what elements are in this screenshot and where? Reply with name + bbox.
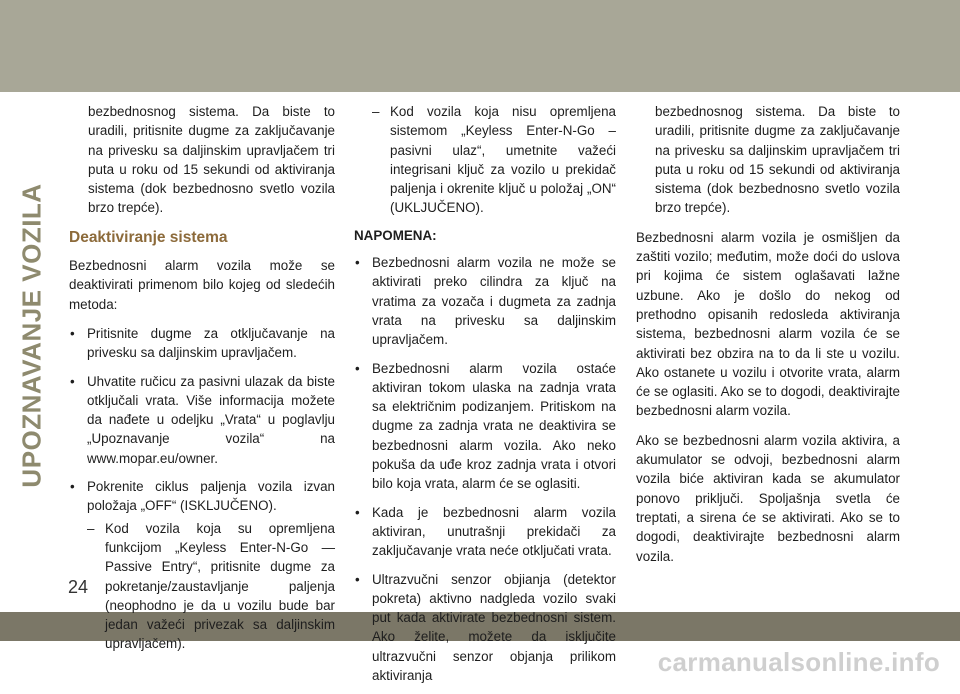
page-number: 24 [68,577,89,597]
bullet-item: • Pokrenite ciklus paljenja vozila izvan položaja „OFF“ (ISKLJUČENO). [69,477,335,516]
paragraph: Bezbednosni alarm vozila je osmišljen da zaštiti vozilo; međutim, može doći do uslova pri kojima će sistem oglašavati lažne uzbune. Ako je došlo do nekog od prethodno opisanih redosleda aktiviranja sistema, bezbednosni alarm vozila će se aktivirati bez obzira na to da li ste u vozilu. Ako ostanete u vozilu i otvorite vrata, alarm će se oglasiti. Ako se to dogodi, deaktivirajte bezbednosni alarm vozila. [636,229,900,419]
bullet-item: • Ultrazvučni senzor objianja (detektor pokreta) aktivno nadgleda vozilo svaki put kada aktivirate bezbednosni sistem. Ako želite, možete da isključite ultrazvučni senzor objanja prilikom aktiviranja [354,570,616,686]
dash-mark: – [87,520,95,536]
section-title-text: UPOZNAVANJE VOZILA [16,182,47,488]
bullet-text: Uhvatite ručicu za pasivni ulazak da biste otključali vrata. Više informacija možete da nađete u odeljku „Vrata“ u poglavlju „Upoznavanje vozila“ na www.mopar.eu/owner. [87,373,335,466]
dash-text: Kod vozila koja nisu opremljena sistemom „Keyless Enter-N-Go – pasivni ulaz“, umetnite važeći integrisani ključ za vozilo u prekidač paljenja i okrenite ključ u položaj „ON“ (UKLJUČENO). [390,104,616,216]
paragraph-continued: bezbednosnog sistema. Da biste to uradili, pritisnite dugme za zaključavanje na privesku sa daljinskim upravljačem tri puta u roku od 15 sekundi od aktiviranja sistema (dok bezbednosno svetlo vozila brzo trepće). [655,104,900,216]
bullet-item [69,372,335,468]
header-band [0,0,960,92]
dash-mark: – [372,104,380,119]
section-heading: Deaktiviranje sistema [69,228,228,246]
dash-item [69,519,335,654]
bullet-item: • Kada je bezbednosni alarm vozila aktiviran, unutrašnji prekidači za zaključavanje vrata neće otključati vrata. [354,503,616,561]
bullet-item: • Bezbednosni alarm vozila ostaće aktiviran tokom ulaska na zadnja vrata sa električnim podizanjem. Pritiskom na dugme za zadnja vrata ne deaktivira se bezbednosni alarm vozila. Ako neko pokuša da uđe kroz zadnja vrata i otvori bilo koja vrata, alarm će se oglasiti. [354,359,616,494]
dash-text: Kod vozila koja su opremljena funkcijom „Keyless Enter-N-Go — Passive Entry“, pritisnite dugme za pokretanje/zaustavljanje paljenja (neophodno je da u vozilu bude bar jedan važeći privezak sa daljinskim upravljačem). [105,520,335,652]
column-left [69,102,335,661]
paragraph-continued: bezbednosnog sistema. Da biste to uradili, pritisnite dugme za zaključavanje na privesku sa daljinskim upravljačem tri puta u roku od 15 sekundi od aktiviranja sistema (dok bezbednosno svetlo vozila brzo trepće). [88,104,335,216]
section-side-title [12,105,52,565]
note-label: NAPOMENA: [354,227,437,243]
paragraph: Ako se bezbednosni alarm vozila aktivira, a akumulator se odvoji, bezbednosni alarm vozila biće aktiviran kada se akumulator ponovo priključi. Spoljašnja svetla će treptati, a sirena će se aktivirati. Ako se to dogodi, deaktivirajte bezbednosni alarm vozila. [636,432,900,564]
bullet-item: • Bezbednosni alarm vozila ne može se aktivirati preko cilindra za ključ na vratima za vozača i dugmeta za zadnja vrata na privesku sa daljinskim upravljačem. [354,253,616,349]
dash-item [354,102,616,218]
column-right [636,102,900,576]
column-middle [354,102,616,694]
paragraph-intro: Bezbednosni alarm vozila može se deaktivirati primenom bilo kojeg od sledećih metoda: [69,258,335,312]
bullet-item: • Pritisnite dugme za otključavanje na privesku sa daljinskim upravljačem. [69,324,335,363]
watermark: carmanualsonline.info [657,647,940,677]
